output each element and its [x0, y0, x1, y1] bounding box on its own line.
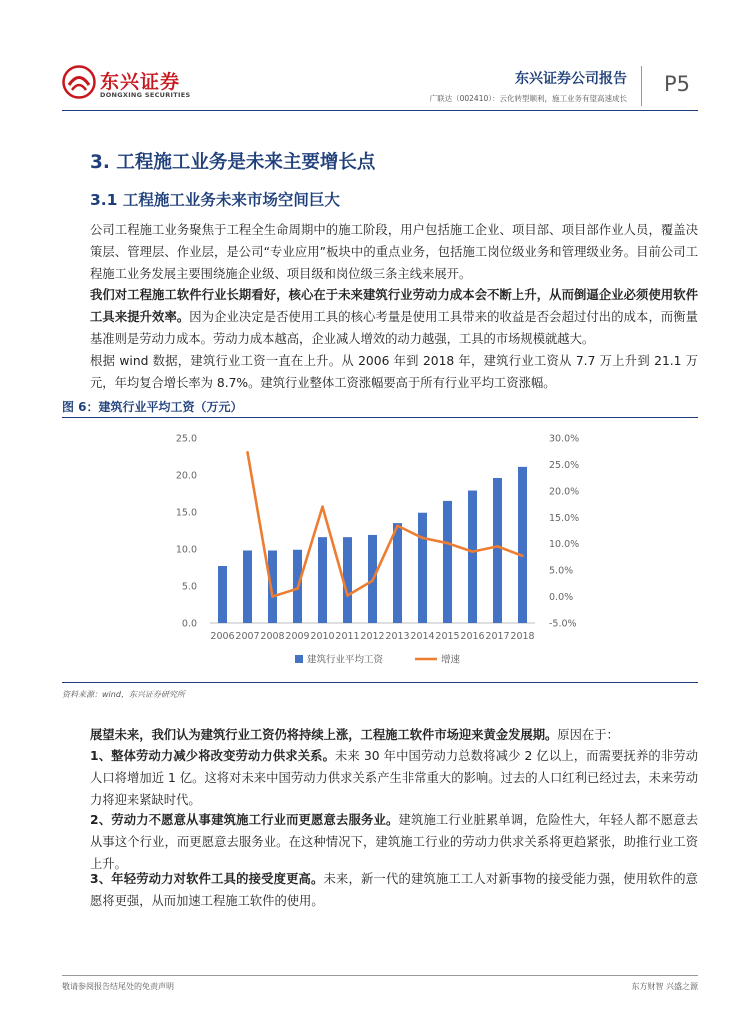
y2-tick-label: 0.0% [549, 592, 574, 604]
figure-top-rule [62, 417, 698, 418]
x-tick-label: 2018 [510, 631, 535, 642]
bar [443, 501, 452, 623]
paragraph-6-body: 建筑施工行业脏累单调，危险性大，年轻人都不愿意去从事这个行业，而更愿意去服务业。在这种情况下，建筑施工行业的劳动力供求关系将更趋紧张，助推行业工资上升。 [90, 813, 698, 871]
growth-line [248, 452, 523, 596]
bar [518, 467, 527, 623]
footer-disclaimer: 敬请参阅报告结尾处的免责声明 [62, 982, 174, 991]
paragraph-4 [90, 724, 698, 746]
x-tick-label: 2014 [410, 631, 435, 642]
line-point [396, 524, 399, 527]
y2-tick-label: 30.0% [549, 433, 580, 445]
bar [418, 513, 427, 623]
subsection-heading: 3.1 工程施工业务未来市场空间巨大 [90, 191, 340, 209]
bar [243, 550, 252, 623]
line-point [346, 594, 349, 597]
paragraph-2-lead: 我们对工程施工软件行业长期看好，核心在于未来建筑行业劳动力成本会不断上升，从而倒逼企业必须使用软件工具来提升效率。 [90, 288, 698, 324]
y2-tick-label: 15.0% [549, 512, 580, 524]
y2-tick-label: 25.0% [549, 459, 580, 471]
footer-rule [62, 975, 698, 976]
footer-slogan: 东方财智 兴盛之源 [631, 982, 698, 991]
line-point [296, 587, 299, 590]
paragraph-7 [90, 868, 698, 912]
paragraph-2-body: 因为企业决定是否使用工具的核心考量是使用工具带来的收益是否会超过付出的成本，而衡量基准则是劳动力成本。劳动力成本越高，企业减人增效的动力越强，工具的市场规模就越大。 [90, 310, 698, 346]
paragraph-5 [90, 745, 698, 811]
x-tick-label: 2011 [335, 631, 360, 642]
logo-en-text: DONGXING SECURITIES [100, 91, 191, 99]
report-subtitle: 广联达（002410）：云化转型顺利，施工业务有望高速成长 [429, 94, 627, 103]
bar [393, 523, 402, 623]
y-tick-label: 0.0 [181, 618, 197, 630]
x-tick-label: 2010 [310, 631, 335, 642]
line-point [271, 595, 274, 598]
legend-bar-swatch [295, 655, 303, 663]
line-point [496, 545, 499, 548]
line-point [321, 505, 324, 508]
figure-source: 资料来源：wind，东兴证券研究所 [62, 690, 185, 699]
wage-chart [165, 425, 600, 675]
y2-tick-label: 10.0% [549, 539, 580, 551]
x-tick-label: 2008 [260, 631, 285, 642]
bar [468, 491, 477, 623]
logo-emblem-icon [62, 65, 96, 99]
header-divider [641, 66, 642, 106]
legend-line-label: 增速 [441, 654, 461, 666]
line-point [371, 579, 374, 582]
logo-cn-text: 东兴证券 [100, 71, 181, 93]
paragraph-2 [90, 284, 698, 350]
y-tick-label: 5.0 [181, 581, 197, 593]
figure-bottom-rule [62, 682, 698, 683]
paragraph-6-lead: 2、劳动力不愿意从事建筑施工行业而更愿意去服务业。 [90, 813, 399, 827]
paragraph-5-lead: 1、整体劳动力减少将改变劳动力供求关系。 [90, 749, 336, 763]
paragraph-7-lead: 3、年轻劳动力对软件工具的接受度更高。 [90, 872, 324, 886]
section-heading: 3. 工程施工业务是未来主要增长点 [90, 152, 376, 173]
paragraph-4-lead: 展望未来，我们认为建筑行业工资仍将持续上涨，工程施工软件市场迎来黄金发展期。 [90, 728, 558, 742]
paragraph-7-body: 未来，新一代的建筑施工工人对新事物的接受能力强，使用软件的意愿将更强，从而加速工程施工软件的使用。 [90, 872, 698, 908]
x-tick-label: 2013 [385, 631, 410, 642]
line-point [471, 550, 474, 553]
y2-tick-label: 20.0% [549, 486, 580, 498]
report-title: 东兴证券公司报告 [515, 71, 627, 87]
y-tick-label: 10.0 [175, 544, 197, 556]
line-point [421, 537, 424, 540]
paragraph-3: 根据 wind 数据，建筑行业工资一直在上升。从 2006 年到 2018 年，建筑行业工资从 7.7 万上升到 21.1 万元，年均复合增长率为 8.7%。建筑行业整体工资涨幅要高于所有行业平均工资涨幅。 [90, 354, 698, 390]
bar [218, 566, 227, 623]
x-tick-label: 2007 [235, 631, 260, 642]
paragraph-6 [90, 809, 698, 875]
line-point [521, 555, 524, 558]
paragraph-5-body: 未来 30 年中国劳动力总数将减少 2 亿以上，而需要抚养的非劳动人口将增加近 1 亿。这将对未来中国劳动力供求关系产生非常重大的影响。过去的人口红利已经过去，未来劳动力将迎来紧缺时代。 [90, 749, 698, 807]
paragraph-4-body: 原因在于： [557, 728, 619, 742]
line-point [446, 542, 449, 545]
legend-bar-label: 建筑行业平均工资 [307, 654, 384, 666]
bar [268, 550, 277, 623]
bar [318, 537, 327, 623]
page-number: P5 [664, 72, 691, 96]
x-tick-label: 2017 [485, 631, 510, 642]
line-point [246, 451, 249, 454]
x-tick-label: 2009 [285, 631, 310, 642]
y2-tick-label: 5.0% [549, 565, 574, 577]
bar [493, 478, 502, 623]
x-tick-label: 2012 [360, 631, 385, 642]
y-tick-label: 20.0 [175, 470, 197, 482]
x-tick-label: 2006 [210, 631, 235, 642]
paragraph-1: 公司工程施工业务聚焦于工程全生命周期中的施工阶段，用户包括施工企业、项目部、项目部作业人员，覆盖决策层、管理层、作业层，是公司“专业应用”板块中的重点业务，包括施工岗位级业务和管理级业务。目前公司工程施工业务发展主要围绕施企业级、项目级和岗位级三条主线来展开。 [90, 223, 698, 281]
y-tick-label: 15.0 [175, 507, 197, 519]
header-rule [62, 110, 698, 111]
y2-tick-label: -5.0% [549, 618, 577, 630]
x-tick-label: 2015 [435, 631, 460, 642]
x-tick-label: 2016 [460, 631, 485, 642]
company-logo [62, 65, 212, 105]
y-tick-label: 25.0 [175, 433, 197, 445]
figure-title: 图 6：建筑行业平均工资（万元） [62, 400, 243, 414]
